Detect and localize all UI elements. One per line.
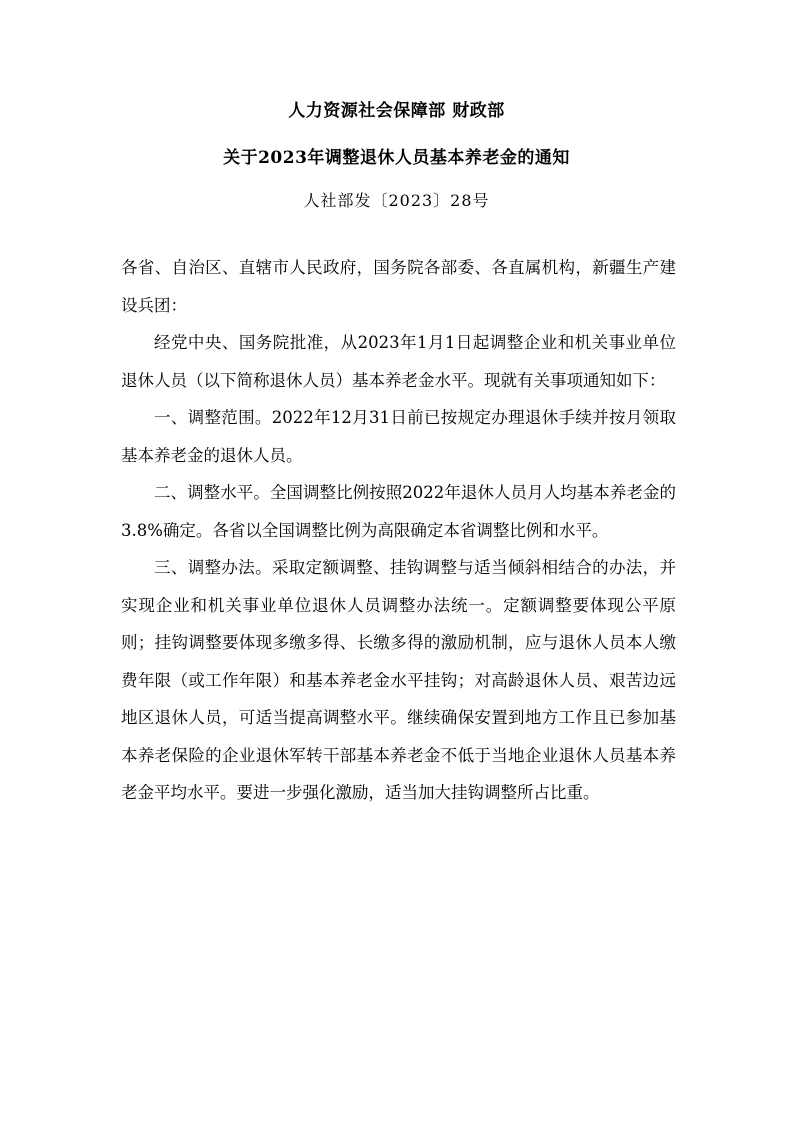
document-title-issuers: 人力资源社会保障部 财政部: [288, 101, 505, 121]
section-level-paragraph: 二、调整水平。全国调整比例按照2022年退休人员月人均基本养老金的3.8%确定。各省以全国调整比例为高限确定本省调整比例和水平。: [121, 483, 676, 540]
salutation-paragraph: 各省、自治区、直辖市人民政府，国务院各部委、各直属机构，新疆生产建设兵团：: [121, 258, 676, 315]
section-method-paragraph: 三、调整办法。采取定额调整、挂钩调整与适当倾斜相结合的办法，并实现企业和机关事业单位退休人员调整办法统一。定额调整要体现公平原则；挂钩调整要体现多缴多得、长缴多得的激励机制，应与退休人员本人缴费年限（或工作年限）和基本养老金水平挂钩；对高龄退休人员、艰苦边远地区退休人员，可适当提高调整水平。继续确保安置到地方工作且已参加基本养老保险的企业退休军转干部基本养老金不低于当地企业退休人员基本养老金平均水平。要进一步强化激励，适当加大挂钩调整所占比重。: [121, 558, 676, 802]
document-number: 人社部发〔2023〕28号: [303, 191, 490, 210]
document-title: 关于2023年调整退休人员基本养老金的通知: [223, 148, 570, 168]
document-body: [121, 249, 676, 812]
section-scope-paragraph: 一、调整范围。2022年12月31日前已按规定办理退休手续并按月领取基本养老金的退休人员。: [121, 408, 676, 465]
intro-paragraph: 经党中央、国务院批准，从2023年1月1日起调整企业和机关事业单位退休人员（以下简称退休人员）基本养老金水平。现就有关事项通知如下：: [121, 333, 676, 390]
